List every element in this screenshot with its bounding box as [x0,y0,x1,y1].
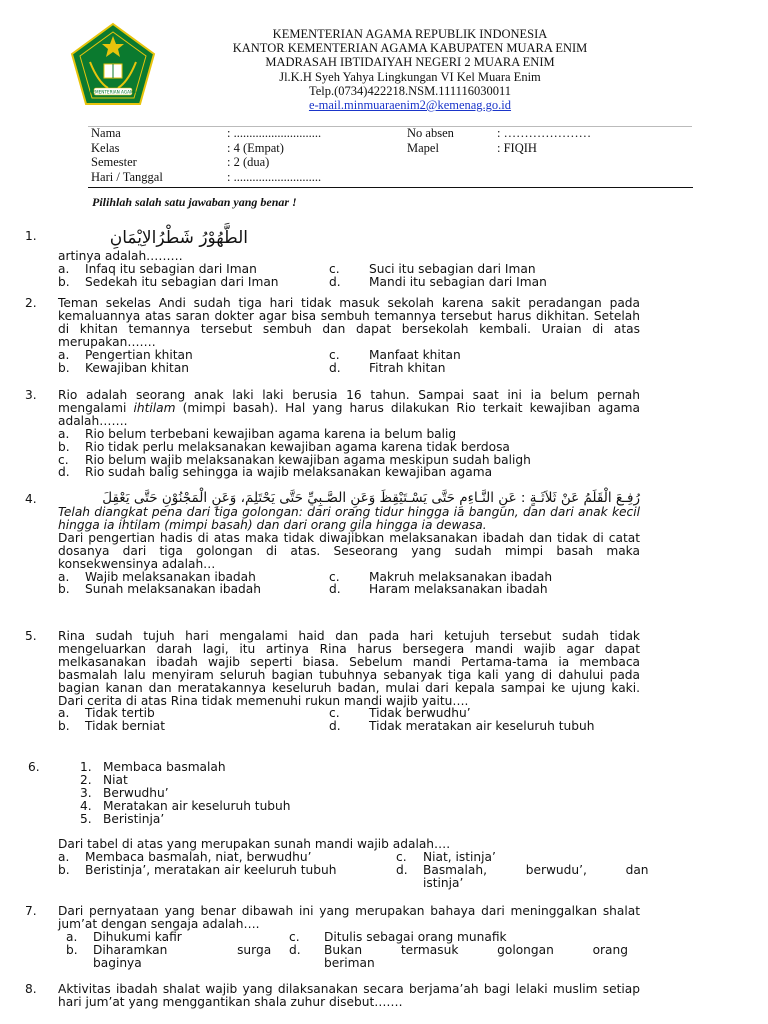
option-d-letter[interactable]: d. [329,719,341,734]
list-item-text: Membaca basmalah [103,760,226,774]
semester-value: : 2 (dua) [227,155,270,169]
instruction: Pilihlah salah satu jawaban yang benar ! [92,195,297,209]
option-b[interactable]: Tidak berniat [85,719,165,734]
question-text-part: (mimpi basah). Hal yang harus dilakukan Rio terkait kewajiban agama adalah……. [58,400,641,428]
semester-label: Semester [91,155,137,169]
option-d-continued[interactable]: istinja’ [423,876,464,891]
arabic-hadith: رُفِـعَ الْقَلَمُ عَنْ ثَلاَثَـةٍ : عَنِ النَّـاءِمِ حَتَّى يَسْـتَيْقِظَ وَعَنِ الصَّـبِيِّ حَتَّى يَحْتَلِمَ، وَعَنِ الْمَجْنُوْنِ حَتَّى يَعْقِلَ [102,490,640,506]
option-c-letter[interactable]: c. [329,706,340,721]
option-c-letter[interactable]: c. [289,929,300,944]
option-a[interactable]: Pengertian khitan [85,347,193,362]
option-c[interactable]: Tidak berwudhu’ [369,706,471,721]
question-text: Dari pengertian hadis di atas maka tidak diwajibkan melaksanakan ibadah dan tidak di catat dosanya dari tiga golongan di atas. Seseorang yang sudah mimpi basah maka konsekwensinya adalah… [58,530,640,571]
identity-divider [88,187,693,188]
option-b-letter[interactable]: b. [58,360,70,375]
nama-field[interactable]: : ............................ [227,126,322,140]
question-number: 2. [25,296,37,310]
hadith-translation: Telah diangkat pena dari tiga golongan: dari orang tidur hingga ia bangun, dan dari anak kecil hingga ia ihtilam (mimpi basah) dan dari orang gila hingga ia dewasa. [58,505,640,532]
option-a-letter[interactable]: a. [66,929,78,944]
question-8 [25,983,640,1009]
option-b-letter[interactable]: b. [58,719,70,734]
option-c-letter[interactable]: c. [329,569,340,584]
list-item-text: Beristinja’ [103,811,165,826]
option-a-letter[interactable]: a. [58,850,70,865]
letterhead-line-2: KANTOR KEMENTERIAN AGAMA KABUPATEN MUARA ENIM [232,41,588,56]
option-d-letter[interactable]: d. [329,360,341,375]
question-text: artinya adalah……… [58,249,183,263]
question-text: Teman sekelas Andi sudah tiga hari tidak masuk sekolah karena sakit peradangan pada kemaluannya atas saran dokter agar bisa sembuh temannya tersebut harus dikhitan. Setelah di khitan temannya tersebut sembuh dan dapat bersekolah kembali. Uraian di atas merupakan……. [58,296,640,349]
list-item-text: Meratakan air keseluruh tubuh [103,798,291,813]
question-1 [25,226,640,289]
option-b-continued[interactable]: baginya [93,955,142,970]
letterhead-line-3: MADRASAH IBTIDAIYAH NEGERI 2 MUARA ENIM [265,55,555,70]
question-number: 8. [25,982,37,996]
option-d[interactable]: Tidak meratakan air keseluruh tubuh [369,719,595,734]
question-number: 3. [25,388,37,402]
option-d-letter[interactable]: d. [289,942,301,957]
rukun-list [80,761,643,825]
hari-field[interactable]: : ............................ [227,169,322,184]
option-a-letter[interactable]: a. [58,347,70,362]
option-c[interactable]: Suci itu sebagian dari Iman [369,261,536,276]
option-c-letter[interactable]: c. [329,261,340,276]
list-item [80,813,643,826]
question-7 [25,905,640,969]
option-d-letter[interactable]: d. [396,863,408,878]
option-a[interactable]: Dihukumi kafir [93,929,182,944]
question-3 [25,389,640,479]
question-2 [25,297,640,374]
option-b-letter[interactable]: b. [58,439,70,454]
option-c[interactable]: Makruh melaksanakan ibadah [369,569,553,584]
option-a[interactable]: Rio belum terbebani kewajiban agama karena ia belum balig [85,426,457,441]
email-link[interactable]: e-mail.minmuaraenim2@kemenag.go.id [308,98,512,113]
option-b[interactable]: Beristinja’, meratakan air keeluruh tubuh [85,863,337,878]
option-c[interactable]: Manfaat khitan [369,347,461,362]
list-item [80,761,643,774]
letterhead-line-4: Jl.K.H Syeh Yahya Lingkungan VI Kel Muara Enim [279,69,541,84]
option-d-letter[interactable]: d. [58,465,70,480]
question-5 [25,630,640,733]
arabic-text: الطَّهُوْرُ شَطْرُالاِيْمَانِ [109,228,248,248]
question-text: Aktivitas ibadah shalat wajib yang dilaksanakan secara berjama’ah bagi lelaki muslim setiap hari jum’at yang menggantikan shala zuhur disebut……. [58,982,640,1009]
option-c[interactable]: Niat, istinja’ [423,850,496,865]
option-b-letter[interactable]: b. [66,942,78,957]
option-c-letter[interactable]: c. [396,850,407,865]
question-text [58,389,640,428]
question-number: 6. [28,760,40,774]
option-a[interactable]: Membaca basmalah, niat, berwudhu’ [85,850,312,865]
option-c-letter[interactable]: c. [329,347,340,362]
option-b[interactable]: Sunah melaksanakan ibadah [85,582,261,597]
list-item-number: 4. [80,798,92,813]
option-a-letter[interactable]: a. [58,261,70,276]
question-text: Dari tabel di atas yang merupakan sunah mandi wajib adalah…. [58,837,451,852]
term-ihtilam: ihtilam [133,400,176,415]
mapel-label: Mapel [407,140,439,155]
list-item [80,800,643,813]
letterhead-line-1: KEMENTERIAN AGAMA REPUBLIK INDONESIA [272,27,548,41]
option-d[interactable]: Mandi itu sebagian dari Iman [369,274,547,289]
option-a[interactable]: Wajib melaksanakan ibadah [85,569,256,584]
question-number: 5. [25,629,37,643]
list-item-number: 1. [80,760,92,774]
question-text: Rina sudah tujuh hari mengalami haid dan pada hari ketujuh tersebut sudah tidak mengeluarkan darah lagi, itu artinya Rina harus bersegera mandi wajib agar dapat melkasanakan ibadah wajib seperti biasa. Sebelum mandi Pertama-tama ia membaca basmalah lalu menyiram seluruh bagian tubuhnya sebanyak tiga kali yang di dahului pada bagian kanan dan meratakannya keseluruh badan, mulai dari kepala sampai ke ujung kaki. Dari cerita di atas Rina tidak memenuhi rukun mandi wajib yaitu…. [58,629,640,708]
option-b-letter[interactable]: b. [58,863,70,878]
option-c-letter[interactable]: c. [58,452,69,467]
option-c[interactable]: Ditulis sebagai orang munafik [324,929,507,944]
question-4 [25,490,640,596]
option-a-letter[interactable]: a. [58,569,70,584]
question-number: 7. [25,904,37,918]
option-b[interactable]: Rio tidak perlu melaksanakan kewajiban agama karena tidak berdosa [85,439,510,454]
nama-label: Nama [91,126,121,140]
option-a-letter[interactable]: a. [58,426,70,441]
option-d-letter[interactable]: d. [329,582,341,597]
list-item-number: 3. [80,785,92,800]
list-item-number: 5. [80,811,92,826]
question-number: 4. [25,492,37,506]
option-b-letter[interactable]: b. [58,582,70,597]
option-d-continued[interactable]: beriman [324,955,375,970]
absen-label: No absen [407,126,454,140]
option-a[interactable]: Infaq itu sebagian dari Iman [85,261,257,276]
student-identity [91,126,691,184]
list-item-number: 2. [80,772,92,787]
question-6 [28,760,649,891]
option-d-letter[interactable]: d. [329,274,341,289]
kemenag-logo [68,22,158,108]
question-text: Dari pernyataan yang benar dibawah ini yang merupakan bahaya dari meninggalkan shalat jum’at dengan sengaja adalah…. [58,904,640,931]
option-b[interactable]: Diharamkan surga [93,942,272,957]
list-item-text: Niat [103,772,128,787]
option-d[interactable]: Fitrah khitan [369,360,446,375]
option-d[interactable]: Haram melaksanakan ibadah [369,582,548,597]
option-b[interactable]: Kewajiban khitan [85,360,190,375]
option-b-letter[interactable]: b. [58,274,70,289]
absen-field[interactable]: : ………………… [497,126,592,140]
hari-label: Hari / Tanggal [91,169,163,184]
option-d[interactable]: Rio sudah balig sehingga ia wajib melaksanakan kewajiban agama [85,465,493,480]
letterhead-line-5: Telp.(0734)422218.NSM.111116030011 [308,83,511,98]
letterhead [155,27,665,112]
kelas-value: : 4 (Empat) [227,140,284,155]
question-number: 1. [25,229,37,243]
mapel-value: : FIQIH [497,140,537,155]
option-d[interactable]: Basmalah, berwudu’, dan [423,863,649,878]
logo-text: KEMENTERIAN AGAMA [89,89,137,95]
kelas-label: Kelas [91,140,120,155]
option-c[interactable]: Rio belum wajib melaksanakan kewajiban agama meskipun sudah baligh [85,452,531,467]
option-b[interactable]: Sedekah itu sebagian dari Iman [85,274,279,289]
option-d[interactable]: Bukan termasuk golongan orang [324,942,628,957]
option-a[interactable]: Tidak tertib [85,706,155,721]
question-text-part: Rio adalah seorang anak laki laki berusia 16 tahun. Sampai saat ini ia belum pernah mengalami [58,388,640,415]
option-a-letter[interactable]: a. [58,706,70,721]
list-item-text: Berwudhu’ [103,785,169,800]
